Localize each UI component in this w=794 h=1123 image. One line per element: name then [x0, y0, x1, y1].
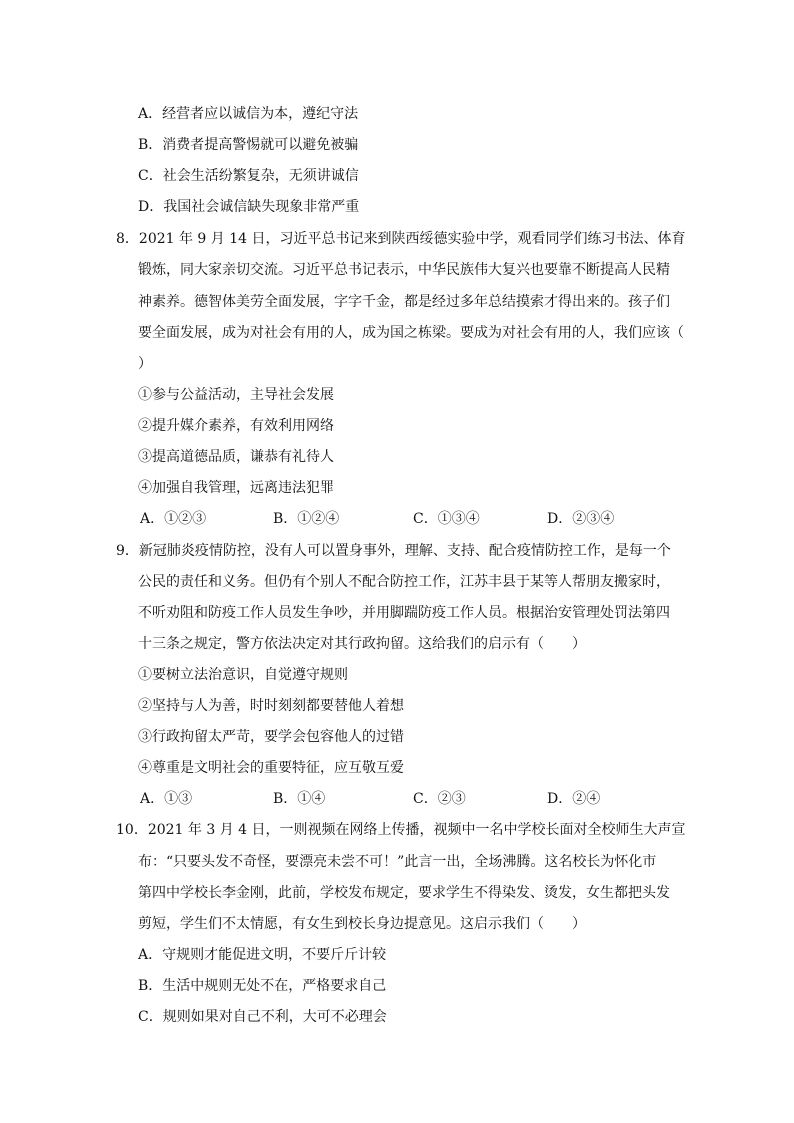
q10-option-b: B．生活中规则无处不在，严格要求自己 — [138, 978, 387, 994]
q8-stem-line-2: 锻炼，同大家亲切交流。习近平总书记表示，中华民族伟大复兴也要靠不断提高人民精 — [138, 262, 670, 278]
q8-stem-line-1: 8．2021 年 9 月 14 日，习近平总书记来到陕西绥德实验中学，观看同学们练习书法、体育 — [116, 231, 686, 247]
q10-stem-line-2: 布：“只要头发不奇怪，要漂亮未尝不可！”此言一出，全场沸腾。这名校长为怀化市 — [138, 854, 657, 870]
q9-item-2: ②坚持与人为善，时时刻刻都要替他人着想 — [138, 698, 404, 714]
q9-choice-b: B．①④ — [273, 791, 326, 807]
q8-item-4: ④加强自我管理，远离违法犯罪 — [138, 480, 334, 496]
q8-choice-d: D．②③④ — [547, 511, 615, 527]
q8-choice-a: A．①②③ — [140, 511, 207, 527]
q7-option-a: A．经营者应以诚信为本，遵纪守法 — [138, 106, 359, 122]
q8-item-1: ①参与公益活动，主导社会发展 — [138, 387, 334, 403]
q9-stem-line-2: 公民的责任和义务。但仍有个别人不配合防控工作，江苏丰县于某等人帮朋友搬家时， — [138, 574, 670, 590]
q9-stem-line-4: 十三条之规定，警方依法决定对其行政拘留。这给我们的启示有（ ） — [138, 636, 586, 652]
q10-stem-line-3: 第四中学校长李金刚，此前，学校发布规定，要求学生不得染发、烫发，女生都把头发 — [138, 885, 670, 901]
q8-stem-line-3: 神素养。德智体美劳全面发展，字字千金，都是经过多年总结摸索才得出来的。孩子们 — [138, 294, 670, 310]
q10-stem-line-1: 10．2021 年 3 月 4 日，一则视频在网络上传播，视频中一名中学校长面对全校师生大声宣 — [116, 822, 686, 838]
q8-stem-line-4: 要全面发展，成为对社会有用的人，成为国之栋梁。要成为对社会有用的人，我们应该（ — [138, 325, 684, 341]
q8-stem-line-5: ） — [138, 356, 152, 372]
q9-choice-a: A．①③ — [140, 791, 193, 807]
q7-option-c: C．社会生活纷繁复杂，无须讲诚信 — [138, 168, 359, 184]
q9-choice-d: D．②④ — [547, 791, 601, 807]
q7-option-b: B．消费者提高警惕就可以避免被骗 — [138, 137, 359, 153]
q9-stem-line-3: 不听劝阻和防疫工作人员发生争吵，并用脚踹防疫工作人员。根据治安管理处罚法第四 — [138, 605, 670, 621]
q9-stem-line-1: 9．新冠肺炎疫情防控，没有人可以置身事外，理解、支持、配合疫情防控工作，是每一个 — [116, 543, 671, 559]
q10-stem-line-4: 剪短，学生们不太情愿，有女生到校长身边提意见。这启示我们（ ） — [138, 916, 586, 932]
q7-option-d: D．我国社会诚信缺失现象非常严重 — [138, 199, 360, 215]
q8-choice-c: C．①③④ — [413, 511, 480, 527]
q9-item-1: ①要树立法治意识，自觉遵守规则 — [138, 667, 348, 683]
q10-option-c: C．规则如果对自己不利，大可不必理会 — [138, 1009, 387, 1025]
q9-item-4: ④尊重是文明社会的重要特征，应互敬互爱 — [138, 760, 404, 776]
q10-option-a: A．守规则才能促进文明，不要斤斤计较 — [138, 947, 387, 963]
q8-item-3: ③提高道德品质，谦恭有礼待人 — [138, 449, 334, 465]
q8-choice-b: B．①②④ — [273, 511, 340, 527]
q8-item-2: ②提升媒介素养，有效利用网络 — [138, 418, 334, 434]
q9-item-3: ③行政拘留太严苛，要学会包容他人的过错 — [138, 729, 404, 745]
q9-choice-c: C．②③ — [413, 791, 466, 807]
